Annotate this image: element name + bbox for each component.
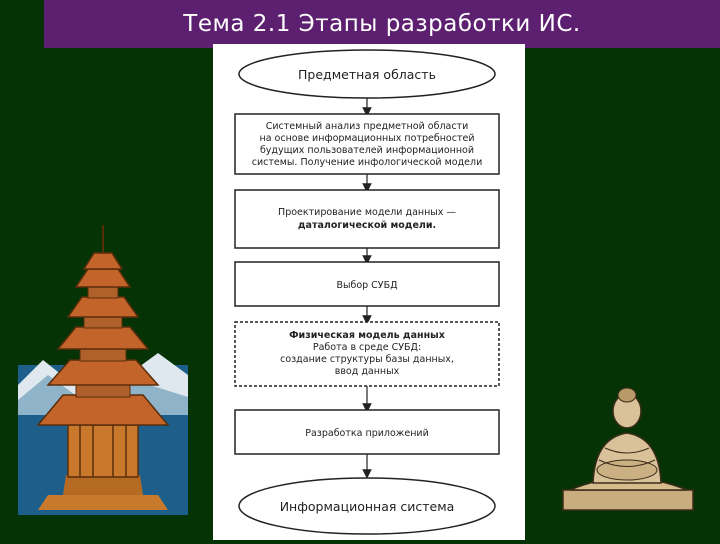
slide-title: Тема 2.1 Этапы разработки ИС. [183,11,581,37]
step2-line1: Проектирование модели данных — [278,207,456,218]
process-data-model [235,190,499,248]
end-node [239,478,495,534]
step3-label: Выбор СУБД [336,280,398,291]
process-app-development [235,410,499,454]
process-physical-model [235,322,499,386]
step4-line2: Работа в среде СУБД: [312,342,422,353]
step4-line3: создание структуры базы данных, [280,354,454,365]
end-label: Информационная система [279,499,455,514]
step1-line2: на основе информационных потребностей [259,133,475,144]
step2-line2: даталогической модели. [297,220,437,231]
start-node [239,50,495,98]
pagoda-icon [18,225,188,515]
step4-line4: ввод данных [334,366,400,377]
buddha-statue-icon [555,378,700,513]
start-label: Предметная область [298,67,436,82]
slide-title-bar [44,0,720,48]
step1-line4: системы. Получение инфологической модели [251,157,483,168]
flowchart-panel [213,44,525,540]
step5-label: Разработка приложений [305,428,429,439]
step4-line1: Физическая модель данных [289,330,445,341]
process-system-analysis [235,114,499,174]
step1-line3: будущих пользователей информационной [259,145,475,156]
process-dbms-choice [235,262,499,306]
step1-line1: Системный анализ предметной области [265,121,469,132]
